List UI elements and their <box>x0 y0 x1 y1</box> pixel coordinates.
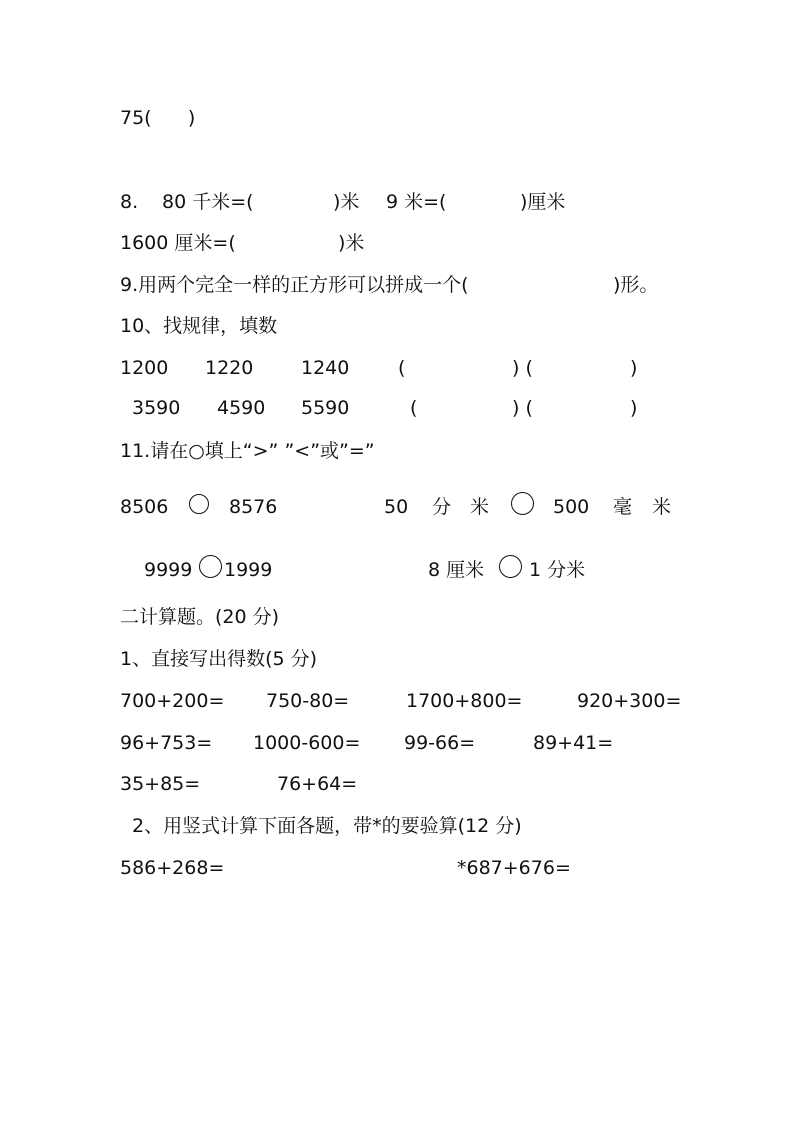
q10-r1-n3: 1240 <box>301 357 350 379</box>
calc2-item-1: 586+268= <box>120 857 225 879</box>
q10-r2-open: ( <box>410 397 418 419</box>
q8-cm-unit: )米 <box>338 232 365 254</box>
q11-r1-right-num2: 500 <box>553 496 590 518</box>
calc1-r2-d: 89+41= <box>533 732 614 754</box>
q10-title: 10、找规律，填数 <box>120 315 278 337</box>
q11-r1-left-b: 8576 <box>229 496 278 518</box>
q10-r1-n2: 1220 <box>205 357 254 379</box>
compare-circle-3[interactable] <box>199 555 222 578</box>
q8-m-prompt: 9 米=( <box>386 191 447 213</box>
q10-r2-mid: ) ( <box>512 397 533 419</box>
q11-r1-right-fen: 分 <box>432 496 452 518</box>
q11-r2-left-b: 1999 <box>224 559 273 581</box>
q11-r1-right-mi2: 米 <box>652 496 672 518</box>
q8-m-unit: )厘米 <box>520 191 566 213</box>
q11-r1-right-mi: 米 <box>470 496 490 518</box>
q10-r2-n2: 4590 <box>217 397 266 419</box>
calc1-r3-a: 35+85= <box>120 773 201 795</box>
q11-r1-right-hao: 毫 <box>613 496 633 518</box>
q8-km-prompt: 80 千米=( <box>162 191 254 213</box>
q10-r2-n3: 5590 <box>301 397 350 419</box>
q11-r1-left-a: 8506 <box>120 496 169 518</box>
q9-prompt: 9.用两个完全一样的正方形可以拼成一个( <box>120 274 469 296</box>
q11-title: 11.请在○填上“>” ”<”或”=” <box>120 440 375 462</box>
q10-r1-close: ) <box>630 357 638 379</box>
calc1-r2-a: 96+753= <box>120 732 213 754</box>
calc1-r3-b: 76+64= <box>277 773 358 795</box>
q10-r2-n1: 3590 <box>132 397 181 419</box>
calc1-r1-b: 750-80= <box>266 690 350 712</box>
q9-suffix: )形。 <box>613 274 659 296</box>
compare-circle-4[interactable] <box>499 555 522 578</box>
calc1-r2-b: 1000-600= <box>253 732 361 754</box>
q10-r1-open: ( <box>398 357 406 379</box>
q8-cm-prompt: 1600 厘米=( <box>120 232 236 254</box>
section2-title: 二计算题。(20 分) <box>120 606 280 628</box>
calc1-r2-c: 99-66= <box>404 732 476 754</box>
compare-circle-2[interactable] <box>511 492 534 515</box>
q11-r1-right-num: 50 <box>384 496 409 518</box>
calc1-r1-d: 920+300= <box>577 690 682 712</box>
q10-r1-n1: 1200 <box>120 357 169 379</box>
compare-circle-1[interactable] <box>189 494 209 514</box>
calc1-r1-c: 1700+800= <box>406 690 523 712</box>
q8-km-unit: )米 <box>333 191 360 213</box>
q7-line: 75( ) <box>120 107 196 129</box>
calc1-title: 1、直接写出得数(5 分) <box>120 648 318 670</box>
q8-number: 8. <box>120 191 139 213</box>
q10-r1-mid: ) ( <box>512 357 533 379</box>
q11-r2-left-a: 9999 <box>144 559 193 581</box>
q10-r2-close: ) <box>630 397 638 419</box>
calc2-title: 2、用竖式计算下面各题，带*的要验算(12 分) <box>132 815 522 837</box>
q11-r2-right-a: 8 厘米 <box>428 559 485 581</box>
calc1-r1-a: 700+200= <box>120 690 225 712</box>
q11-r2-right-b: 1 分米 <box>529 559 586 581</box>
calc2-item-2: *687+676= <box>457 857 571 879</box>
